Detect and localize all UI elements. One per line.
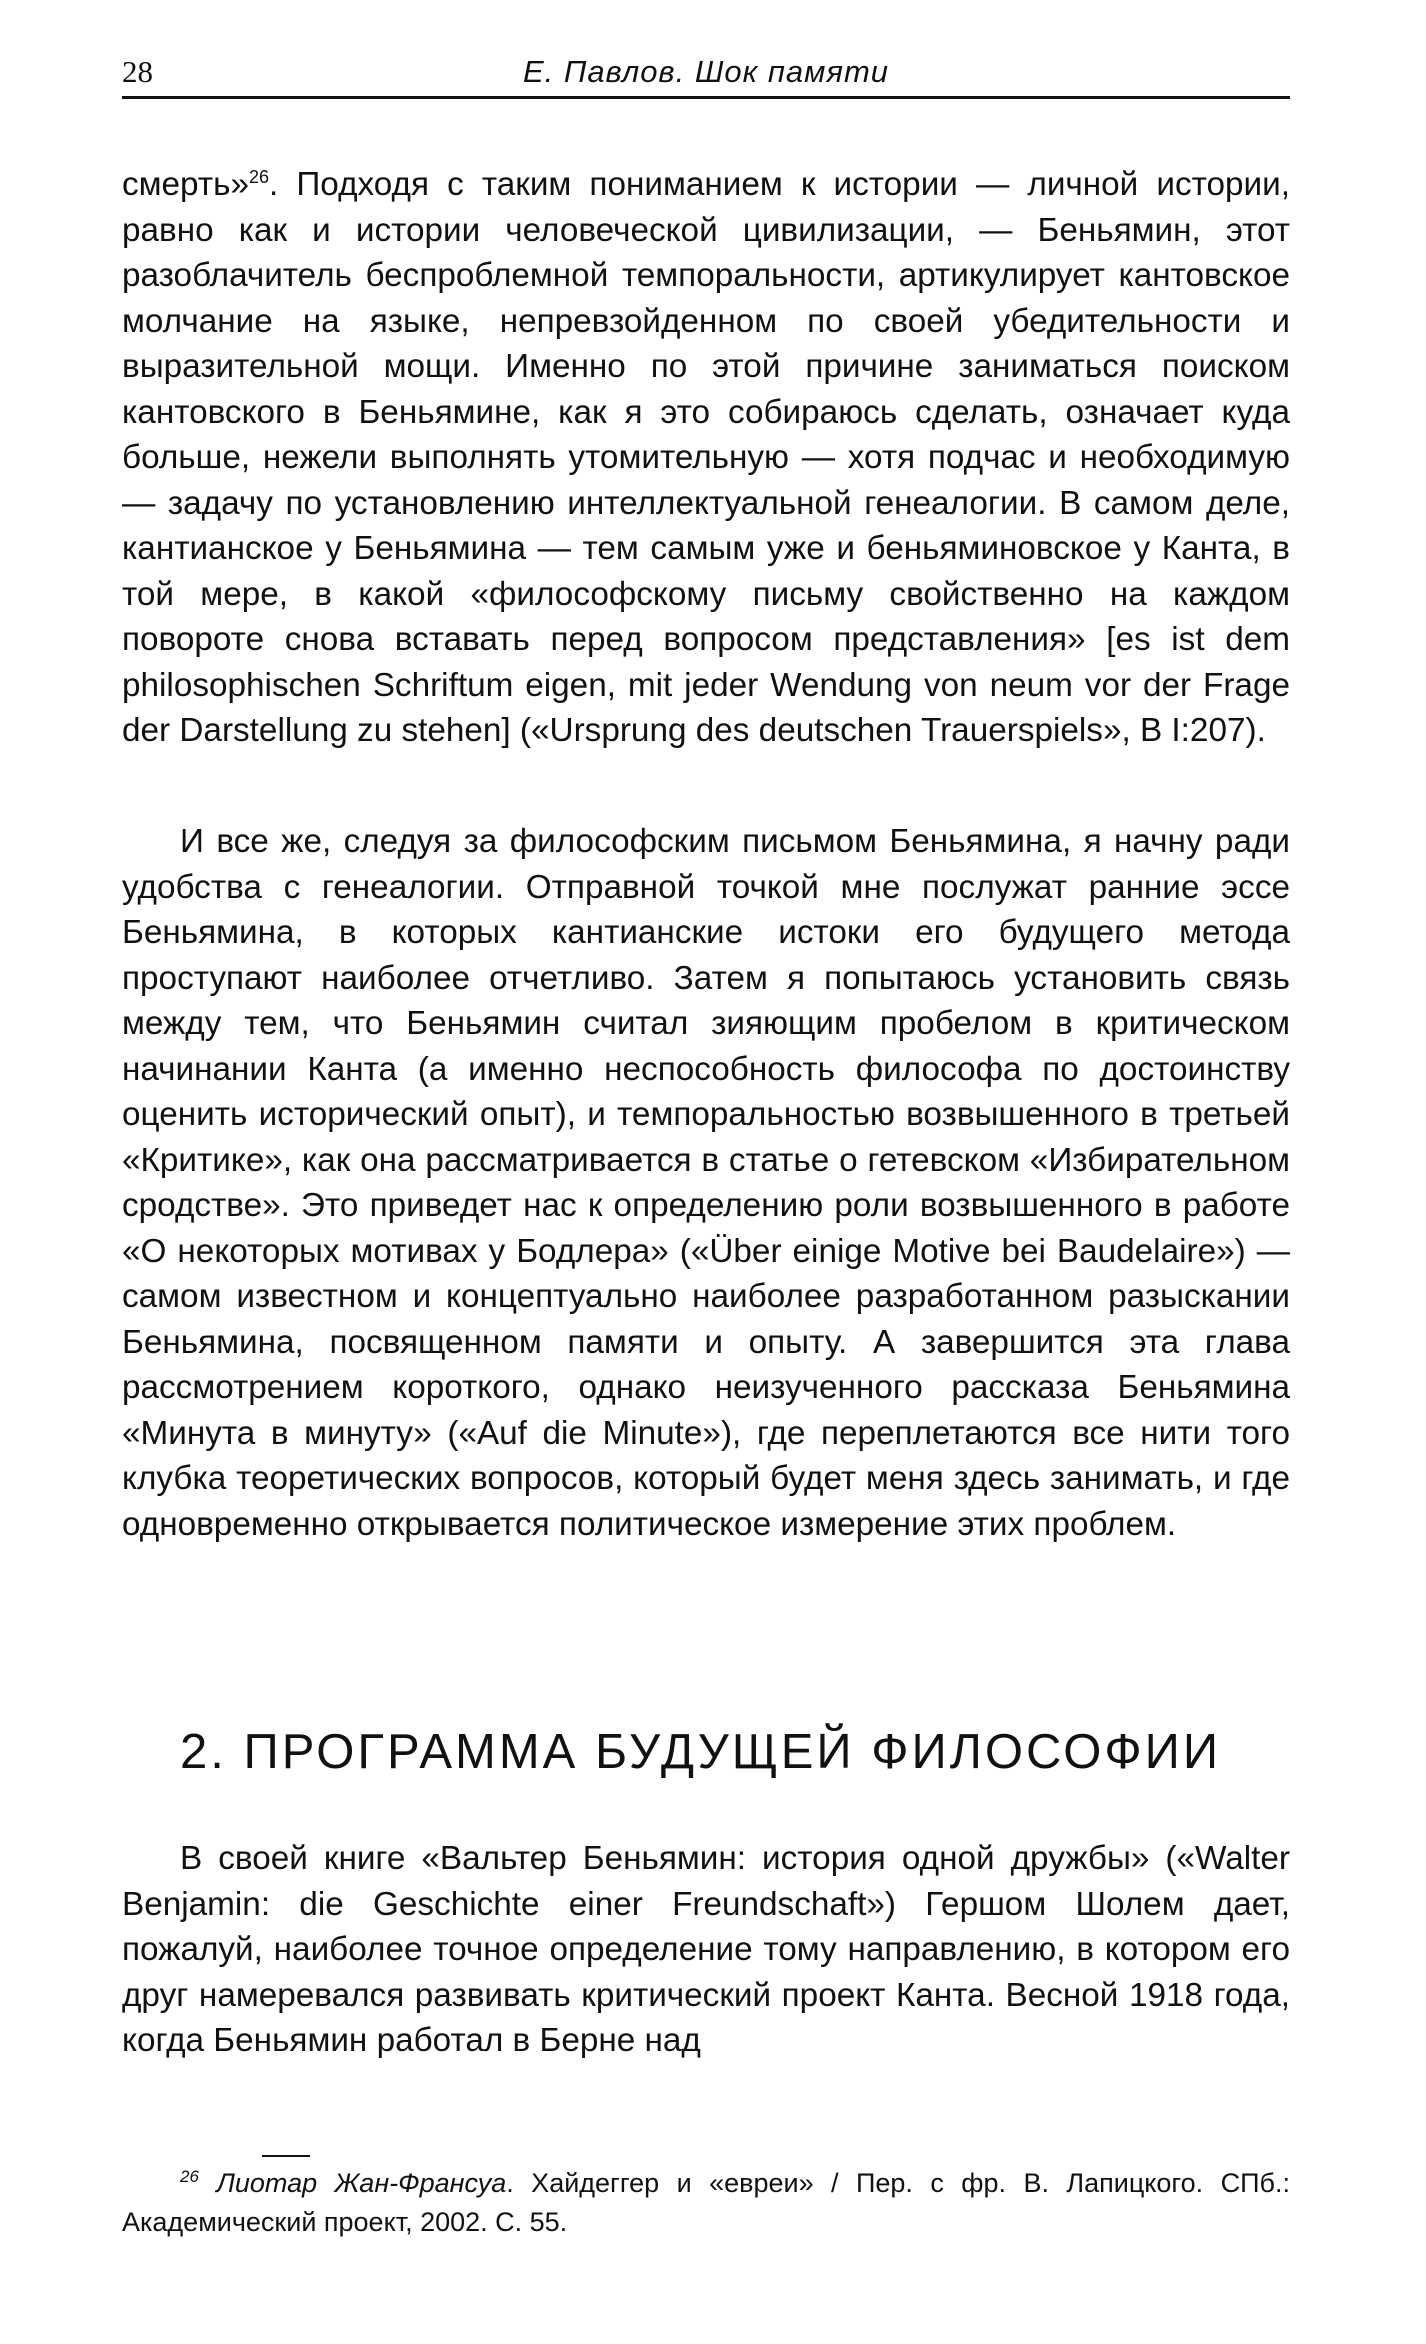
footnote-author: Лиотар Жан-Франсуа bbox=[216, 2168, 507, 2198]
page-number: 28 bbox=[122, 54, 153, 89]
footnote-marker: 26 bbox=[180, 2167, 199, 2186]
paragraph-3 bbox=[122, 1836, 1290, 2064]
footnote-reference: 26 bbox=[248, 166, 269, 187]
running-head bbox=[122, 52, 1290, 99]
footnote-divider bbox=[262, 2155, 310, 2157]
paragraph-2-text: И все же, следуя за философским письмом Беньямина, я начну ради удобства с генеалогии. Отправной точкой мне послужат ранние эссе Беньямина, в которых кантианские истоки его будущего метода проступают наиболее отчетливо. Затем я попытаюсь установить связь между тем, что Беньямин считал зияющим пробелом в критическом начинании Канта (а именно неспособность философа по достоинству оценить исторический опыт), и темпоральностью возвышенного в третьей «Критике», как она рассматривается в статье о гетевском «Избирательном сродстве». Это приведет нас к определению роли возвышенного в работе «О некоторых мотивах у Бодлера» («Über einige Motive bei Baudelaire») — самом известном и концептуально наиболее разработанном разыскании Беньямина, посвященном памяти и опыту. А завершится эта глава рассмотрением короткого, однако неизученного рассказа Беньямина «Минута в минуту» («Auf die Minute»), где переплетаются все нити того клубка теоретических вопросов, который будет меня здесь занимать, и где одновременно открывается политическое измерение этих проблем. bbox=[122, 823, 1290, 1543]
paragraph-2 bbox=[122, 819, 1290, 1547]
paragraph-1 bbox=[122, 162, 1290, 754]
footnote bbox=[122, 2164, 1290, 2242]
paragraph-1-start: смерть» bbox=[122, 166, 249, 203]
paragraph-1-text: . Подходя с таким пониманием к истории — личной истории, равно как и истории человеческой цивилизации, — Беньямин, этот разоблачитель беспроблемной темпоральности, артикулирует кантовское молчание на языке, непревзойденном по своей убедительности и выразительной мощи. Именно по этой причине заниматься поиском кантовского в Беньямине, как я это собираюсь сделать, означает куда больше, нежели выполнять утомительную — хотя подчас и необходимую — задачу по установлению интеллектуальной генеалогии. В самом деле, кантианское у Беньямина — тем самым уже и беньяминовское у Канта, в той мере, в какой «философскому письму свойственно на каждом повороте снова вставать перед вопросом представления» [es ist dem philosophischen Schriftum eigen, mit jeder Wendung von neum vor der Frage der Darstellung zu stehen] («Ursprung des deutschen Trauerspiels», B I:207). bbox=[122, 166, 1290, 749]
section-heading: 2. ПРОГРАММА БУДУЩЕЙ ФИЛОСОФИИ bbox=[180, 1725, 1222, 1779]
footnote-text: . Хайдеггер и «евреи» / Пер. с фр. В. Лапицкого. СПб.: Академический проект, 2002. С. 55. bbox=[122, 2168, 1290, 2237]
running-title: Е. Павлов. Шок памяти bbox=[522, 54, 890, 89]
paragraph-3-text: В своей книге «Вальтер Беньямин: история одной дружбы» («Walter Benjamin: die Geschichte einer Freundschaft») Гершом Шолем дает, пожалуй, наиболее точное определение тому направлению, в котором его друг намеревался развивать критический проект Канта. Весной 1918 года, когда Беньямин работал в Берне над bbox=[122, 1840, 1290, 2059]
